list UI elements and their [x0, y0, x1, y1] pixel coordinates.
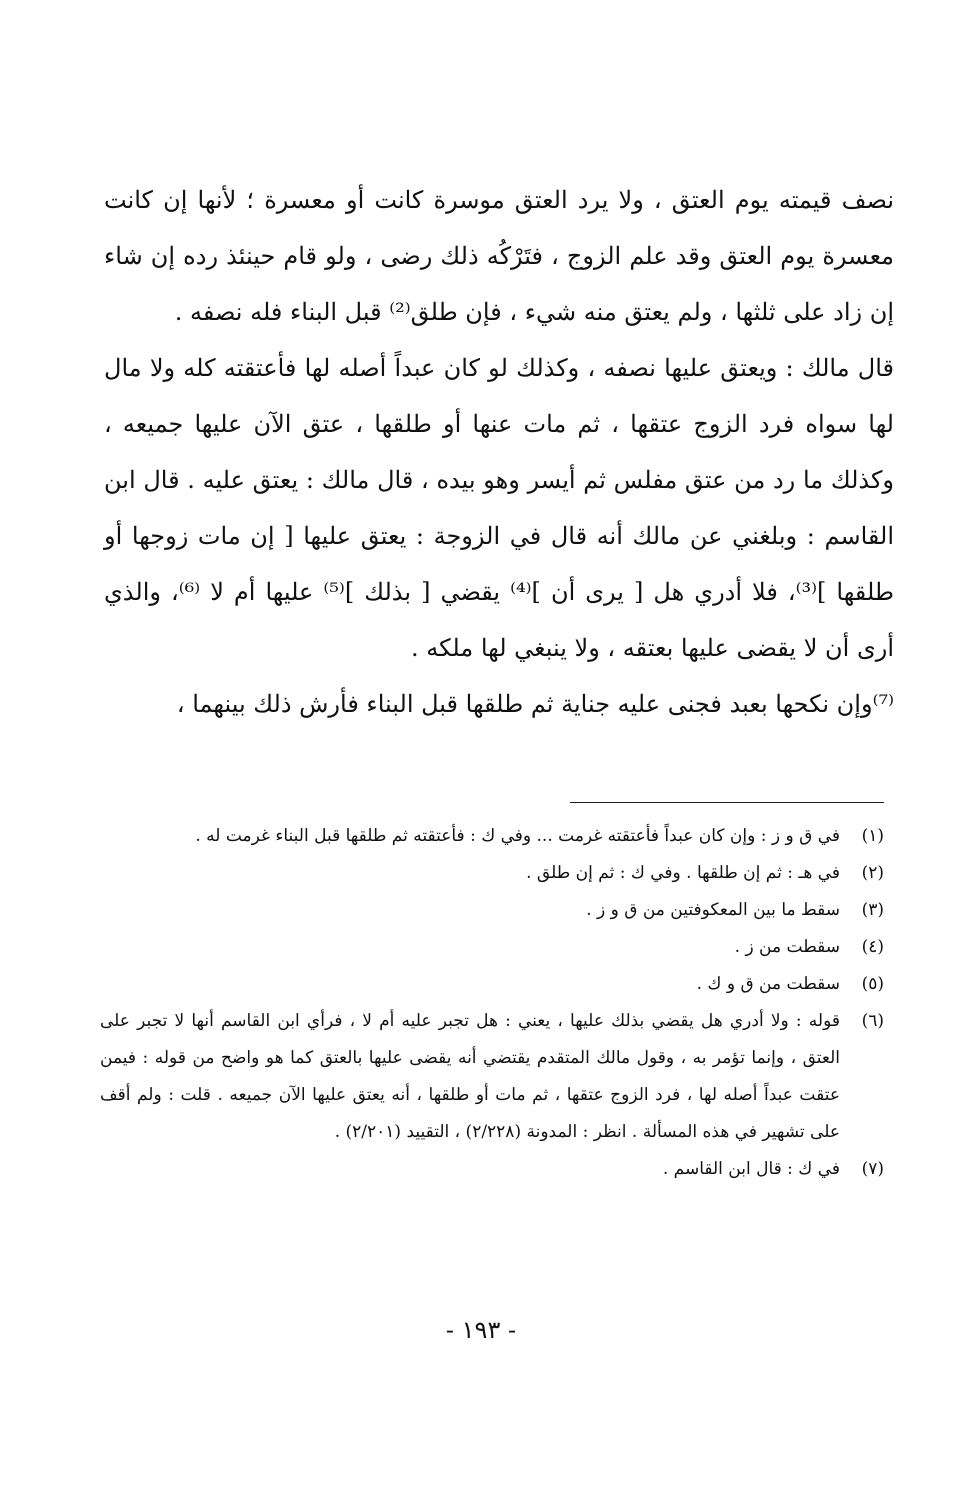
- footnote-text: سقط ما بين المعكوفتين من ق و ز .: [586, 900, 840, 920]
- footnote: [100, 892, 884, 929]
- footnote-number: (٧): [861, 1159, 884, 1179]
- footnote-number: (٤): [861, 937, 884, 957]
- paragraph: نصف قيمته يوم العتق ، ولا يرد العتق موسرة كانت أو معسرة ؛ لأنها إن كانت معسرة يوم العتق وقد علم الزوج ، فتَرْكُه ذلك رضى ، ولو قام حينئذ رده إن شاء إن زاد على ثلثها ، ولم يعتق منه شيء ، فإن طلق⁽²⁾ قبل البناء فله نصفه .: [104, 186, 894, 326]
- footnote-text: سقطت من ق و ك .: [696, 974, 840, 994]
- footnotes: [100, 818, 884, 1188]
- footnote-text: في هـ : ثم إن طلقها . وفي ك : ثم إن طلق .: [526, 863, 840, 883]
- footnote: [100, 1151, 884, 1188]
- footnote-text: سقطت من ز .: [734, 937, 840, 957]
- footnote-separator: [570, 802, 884, 803]
- footnote-number: (٢): [861, 863, 884, 883]
- footnote-text: في ك : قال ابن القاسم .: [662, 1159, 840, 1179]
- footnote-number: (١): [861, 826, 884, 846]
- footnote-number: (٦): [861, 1011, 884, 1031]
- footnote: [100, 966, 884, 1003]
- footnote-text: قوله : ولا أدري هل يقضي بذلك عليها ، يعني : هل تجبر عليه أم لا ، فرأي ابن القاسم أنها لا تجبر على العتق ، وإنما تؤمر به ، وقول مالك المتقدم يقتضي أنه يقضى عليها بالعتق كما هو واضح من قوله : فيمن عتقت عبداً أصله لها ، فرد الزوج عتقها ، ثم مات أو طلقها ، أنه يعتق عليها الآن جميعه . قلت : ولم أقف على تشهير في هذه المسألة . انظر : المدونة (٢/٢٢٨) ، التقييد (٢/٢٠١) .: [100, 1011, 840, 1142]
- paragraph: قال مالك : ويعتق عليها نصفه ، وكذلك لو كان عبداً أصله لها فأعتقته كله ولا مال لها سواه فرد الزوج عتقها ، ثم مات عنها أو طلقها ، عتق الآن عليها جميعه ، وكذلك ما رد من عتق مفلس ثم أيسر وهو بيده ، قال مالك : يعتق عليه . قال ابن القاسم : وبلغني عن مالك أنه قال في الزوجة : يعتق عليها [ إن مات زوجها أو طلقها ]⁽³⁾، فلا أدري هل [ يرى أن ]⁽⁴⁾ يقضي [ بذلك ]⁽⁵⁾ عليها أم لا ⁽⁶⁾، والذي أرى أن لا يقضى عليها بعتقه ، ولا ينبغي لها ملكه .: [104, 354, 895, 662]
- page-number: - ١٩٣ -: [445, 1316, 517, 1344]
- footnote-text: في ق و ز : وإن كان عبداً فأعتقته غرمت ... وفي ك : فأعتقته ثم طلقها قبل البناء غرمت له .: [195, 826, 840, 846]
- footnote: [100, 855, 884, 892]
- paragraph: ⁽⁷⁾وإن نكحها بعبد فجنى عليه جناية ثم طلقها قبل البناء فأرش ذلك بينهما ،: [176, 690, 894, 718]
- main-text: [104, 172, 894, 732]
- footnote: [100, 929, 884, 966]
- footnote-number: (٣): [861, 900, 884, 920]
- footnote-number: (٥): [861, 974, 884, 994]
- footnote: [100, 1003, 884, 1151]
- footnote: [100, 818, 884, 855]
